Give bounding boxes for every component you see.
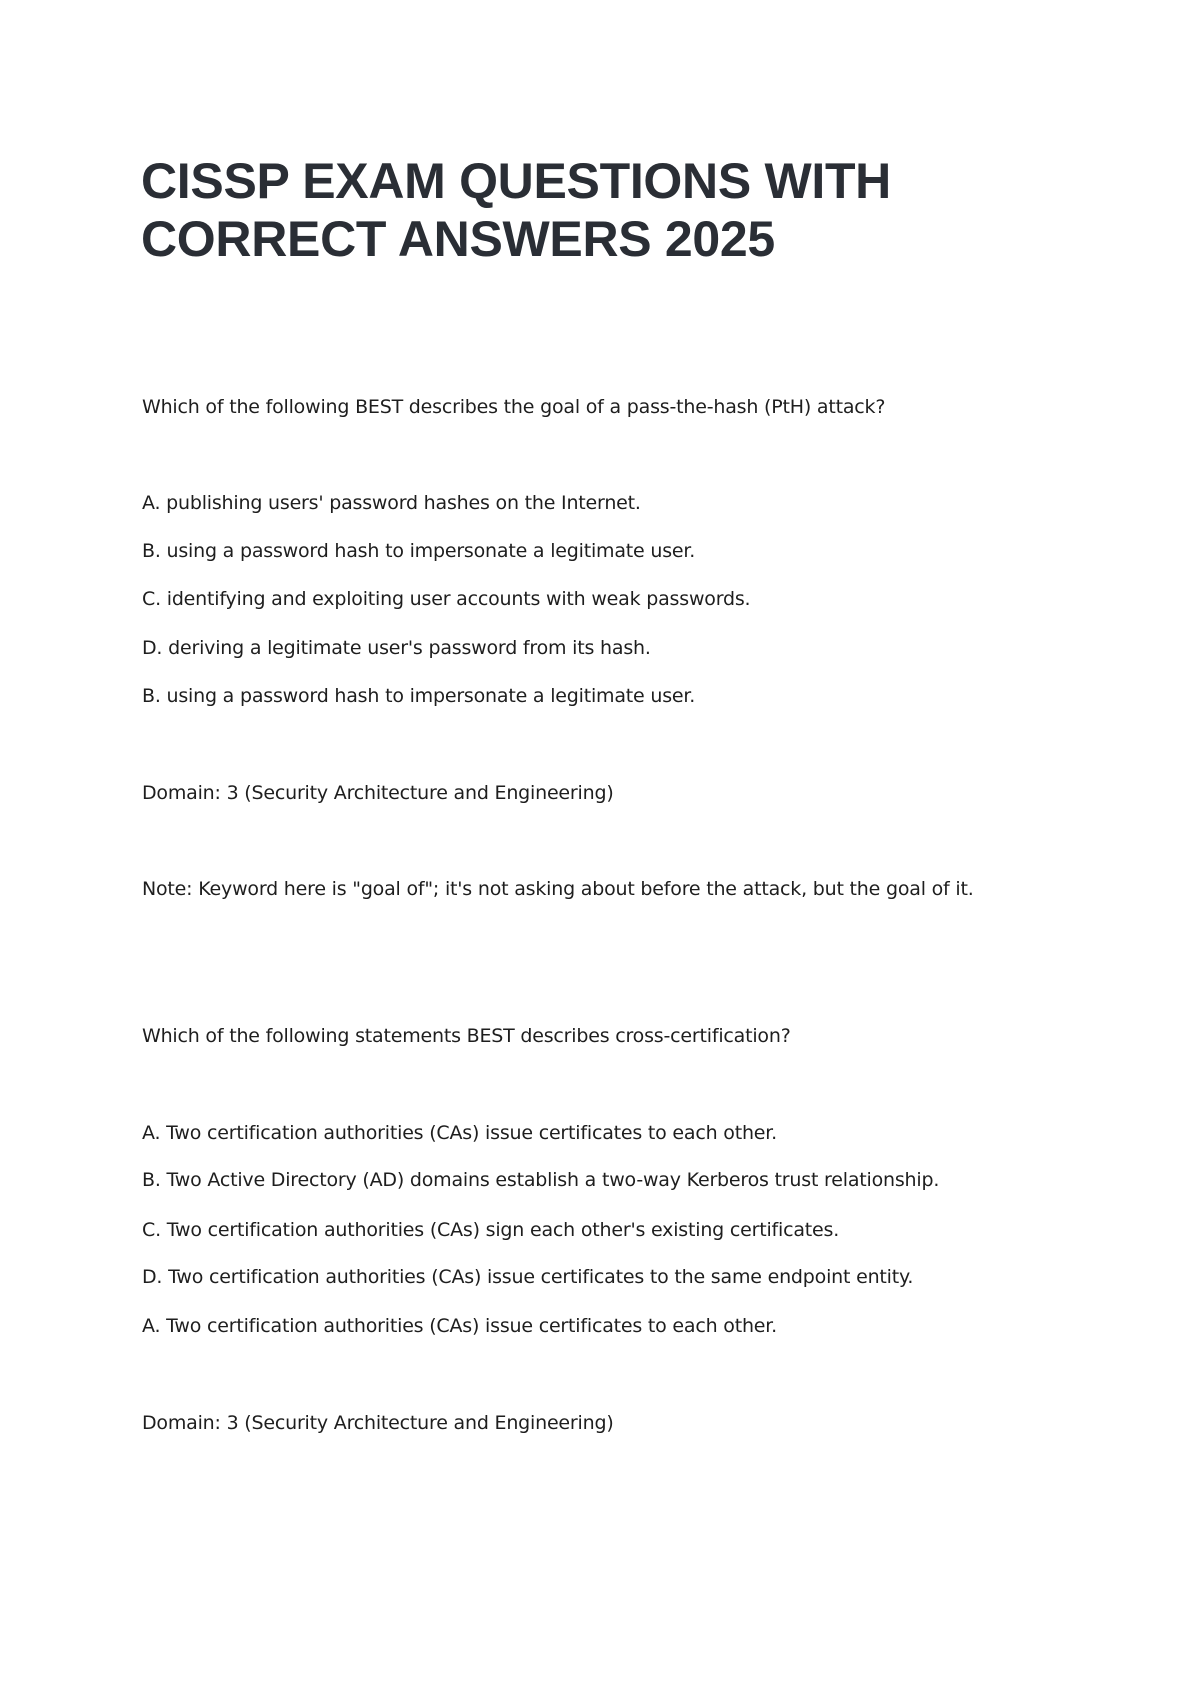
question-2-answer: A. Two certification authorities (CAs) issue certificates to each other. xyxy=(142,1315,777,1337)
question-1-option-b: B. using a password hash to impersonate a legitimate user. xyxy=(142,540,696,562)
question-2-option-b: B. Two Active Directory (AD) domains establish a two-way Kerberos trust relationship. xyxy=(142,1169,940,1191)
question-2-text: Which of the following statements BEST describes cross-certification? xyxy=(142,1025,791,1047)
question-1-option-d: D. deriving a legitimate user's password from its hash. xyxy=(142,637,651,659)
question-1-domain: Domain: 3 (Security Architecture and Engineering) xyxy=(142,782,614,804)
question-1-answer: B. using a password hash to impersonate a legitimate user. xyxy=(142,685,696,707)
question-2-option-c: C. Two certification authorities (CAs) sign each other's existing certificates. xyxy=(142,1219,840,1241)
question-1-option-a: A. publishing users' password hashes on the Internet. xyxy=(142,492,641,514)
question-2-domain: Domain: 3 (Security Architecture and Engineering) xyxy=(142,1412,614,1434)
question-2-option-a: A. Two certification authorities (CAs) issue certificates to each other. xyxy=(142,1122,777,1144)
title-line-1: CISSP EXAM QUESTIONS WITH xyxy=(141,153,891,209)
question-2-option-d: D. Two certification authorities (CAs) issue certificates to the same endpoint entity. xyxy=(142,1266,914,1288)
document-title xyxy=(141,152,1041,268)
question-1-text: Which of the following BEST describes the goal of a pass-the-hash (PtH) attack? xyxy=(142,396,886,418)
question-1-note: Note: Keyword here is "goal of"; it's not asking about before the attack, but the goal of it. xyxy=(142,878,974,900)
question-1-option-c: C. identifying and exploiting user accounts with weak passwords. xyxy=(142,588,751,610)
title-line-2: CORRECT ANSWERS 2025 xyxy=(141,211,775,267)
